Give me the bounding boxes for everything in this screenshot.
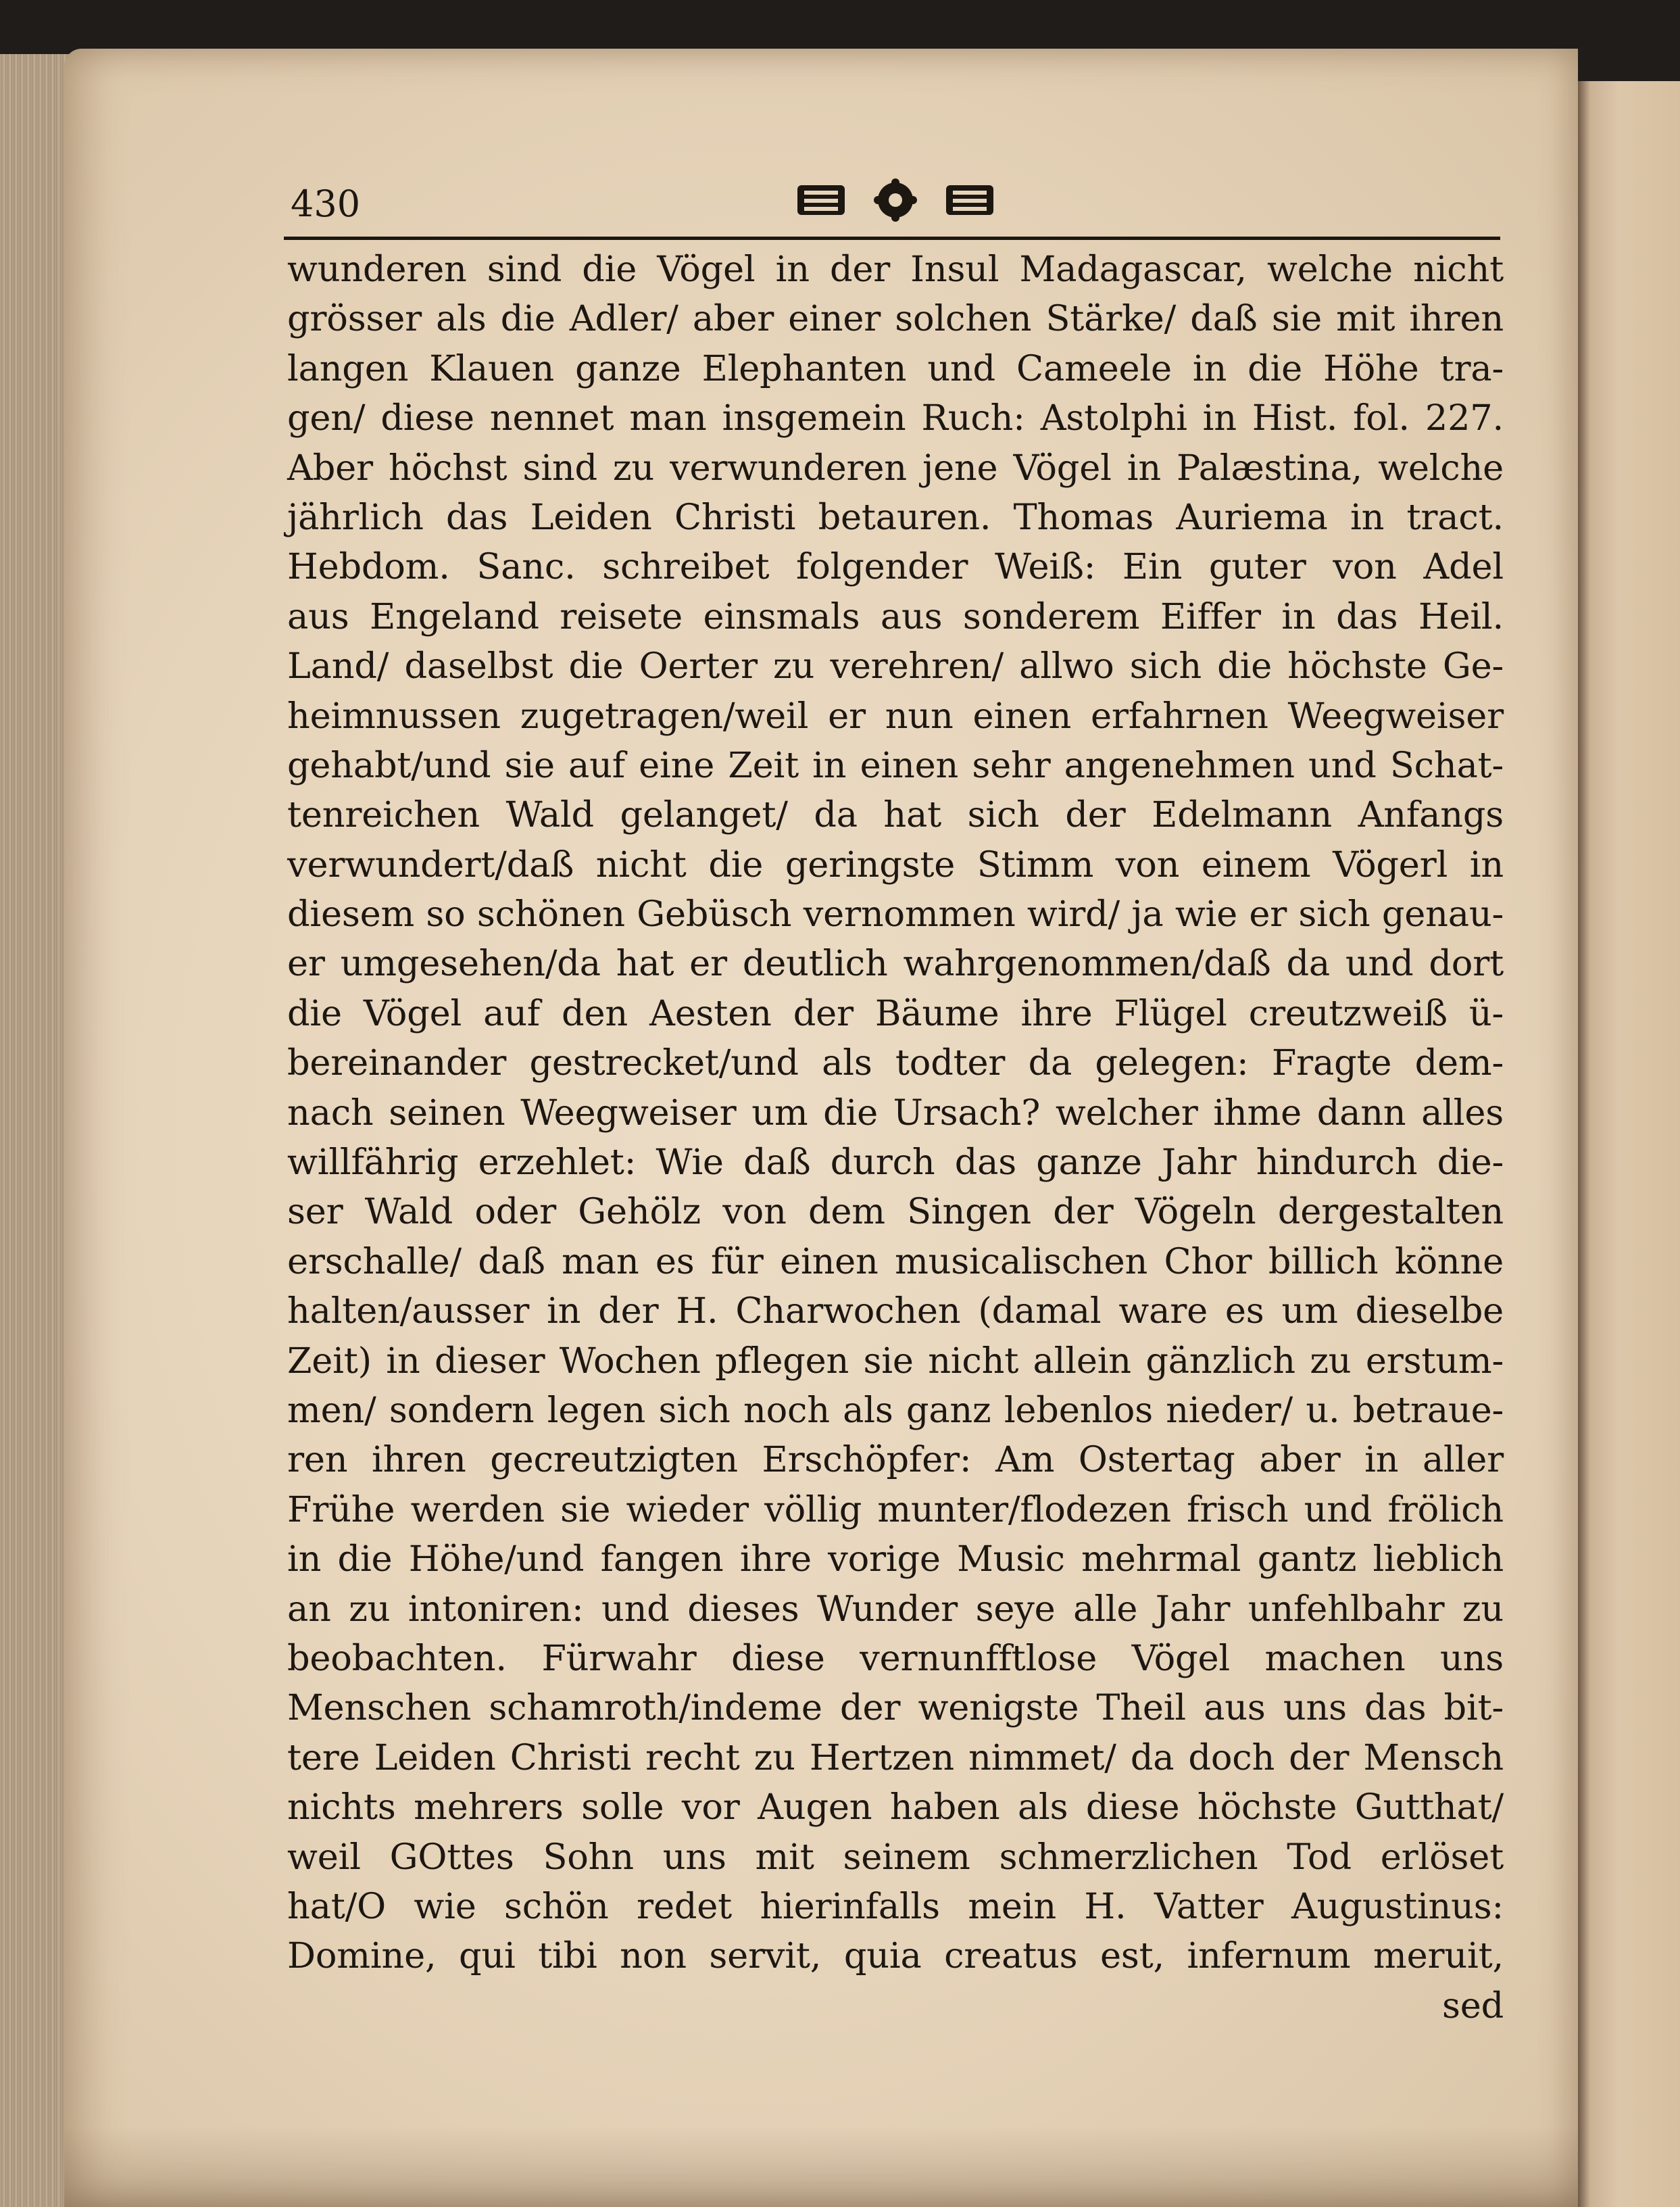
text-line: grösser als die Adler/ aber einer solchen Stärke/ daß sie mit ihren <box>287 298 1504 340</box>
text-line: heimnussen zugetragen/weil er nun einen erfahrnen Weegweiser <box>287 695 1504 737</box>
text-line: verwundert/daß nicht die geringste Stimm von einem Vögerl in <box>287 844 1504 886</box>
text-line: gen/ diese nennet man insgemein Ruch: Astolphi in Hist. fol. 227. <box>287 397 1504 439</box>
text-line: Aber höchst sind zu verwunderen jene Vögel in Palæstina, welche <box>287 447 1504 489</box>
header-rule <box>284 237 1500 240</box>
page-number: 430 <box>291 183 361 225</box>
text-line: nach seinen Weegweiser um die Ursach? welcher ihme dann alles <box>287 1092 1504 1134</box>
text-line: diesem so schönen Gebüsch vernommen wird/ ja wie er sich genau- <box>287 894 1504 936</box>
text-line: Land/ daselbst die Oerter zu verehren/ allwo sich die höchste Ge- <box>287 646 1504 687</box>
text-line: ren ihren gecreutzigten Erschöpfer: Am Ostertag aber in aller <box>287 1439 1504 1481</box>
text-line: willfährig erzehlet: Wie daß durch das ganze Jahr hindurch die- <box>287 1142 1504 1184</box>
text-line: Zeit) in dieser Wochen pflegen sie nicht allein gänzlich zu erstum- <box>287 1340 1504 1382</box>
text-line: bereinander gestrecket/und als todter da gelegen: Fragte dem- <box>287 1042 1504 1084</box>
text-line: Hebdom. Sanc. schreibet folgender Weiß: Ein guter von Adel <box>287 546 1504 588</box>
text-line: wunderen sind die Vögel in der Insul Madagascar, welche nicht <box>287 249 1504 290</box>
text-line: tere Leiden Christi recht zu Hertzen nimmet/ da doch der Mensch <box>287 1737 1504 1778</box>
text-line: weil GOttes Sohn uns mit seinem schmerzlichen Tod erlöset <box>287 1836 1504 1878</box>
text-line: jährlich das Leiden Christi betauren. Thomas Auriema in tract. <box>287 496 1504 538</box>
facing-page-edge <box>1578 81 1680 2207</box>
text-line: in die Höhe/und fangen ihre vorige Music mehrmal gantz lieblich <box>287 1538 1504 1580</box>
body-text <box>287 245 1504 2031</box>
floral-ornament-icon <box>777 176 1014 223</box>
running-header <box>291 176 1500 237</box>
text-line: langen Klauen ganze Elephanten und Cameele in die Höhe tra- <box>287 347 1504 389</box>
text-line: an zu intoniren: und dieses Wunder seye alle Jahr unfehlbahr zu <box>287 1588 1504 1630</box>
text-line: er umgesehen/da hat er deutlich wahrgenommen/daß da und dort <box>287 943 1504 985</box>
text-line: tenreichen Wald gelanget/ da hat sich der Edelmann Anfangs <box>287 794 1504 836</box>
text-line: men/ sondern legen sich noch als ganz lebenlos nieder/ u. betraue- <box>287 1389 1504 1431</box>
text-line: erschalle/ daß man es für einen musicalischen Chor billich könne <box>287 1240 1504 1282</box>
text-line: beobachten. Fürwahr diese vernunfftlose Vögel machen uns <box>287 1637 1504 1679</box>
page-bottom-shadow <box>64 2126 1578 2207</box>
text-line: nichts mehrers solle vor Augen haben als diese höchste Gutthat/ <box>287 1787 1504 1828</box>
text-line: aus Engeland reisete einsmals aus sonderem Eiffer in das Heil. <box>287 596 1504 637</box>
text-line: Frühe werden sie wieder völlig munter/flodezen frisch und frölich <box>287 1488 1504 1530</box>
text-line: hat/O wie schön redet hierinfalls mein H. Vatter Augustinus: <box>287 1885 1504 1927</box>
text-line: gehabt/und sie auf eine Zeit in einen sehr angenehmen und Schat- <box>287 744 1504 786</box>
text-line: ser Wald oder Gehölz von dem Singen der Vögeln dergestalten <box>287 1191 1504 1233</box>
text-line: Domine, qui tibi non servit, quia creatus est, infernum meruit, <box>287 1935 1504 1977</box>
text-line: die Vögel auf den Aesten der Bäume ihre Flügel creutzweiß ü- <box>287 992 1504 1034</box>
text-line: halten/ausser in der H. Charwochen (damal ware es um dieselbe <box>287 1290 1504 1332</box>
text-line: Menschen schamroth/indeme der wenigste Theil aus uns das bit- <box>287 1687 1504 1729</box>
catchword: sed <box>1441 1985 1504 2027</box>
